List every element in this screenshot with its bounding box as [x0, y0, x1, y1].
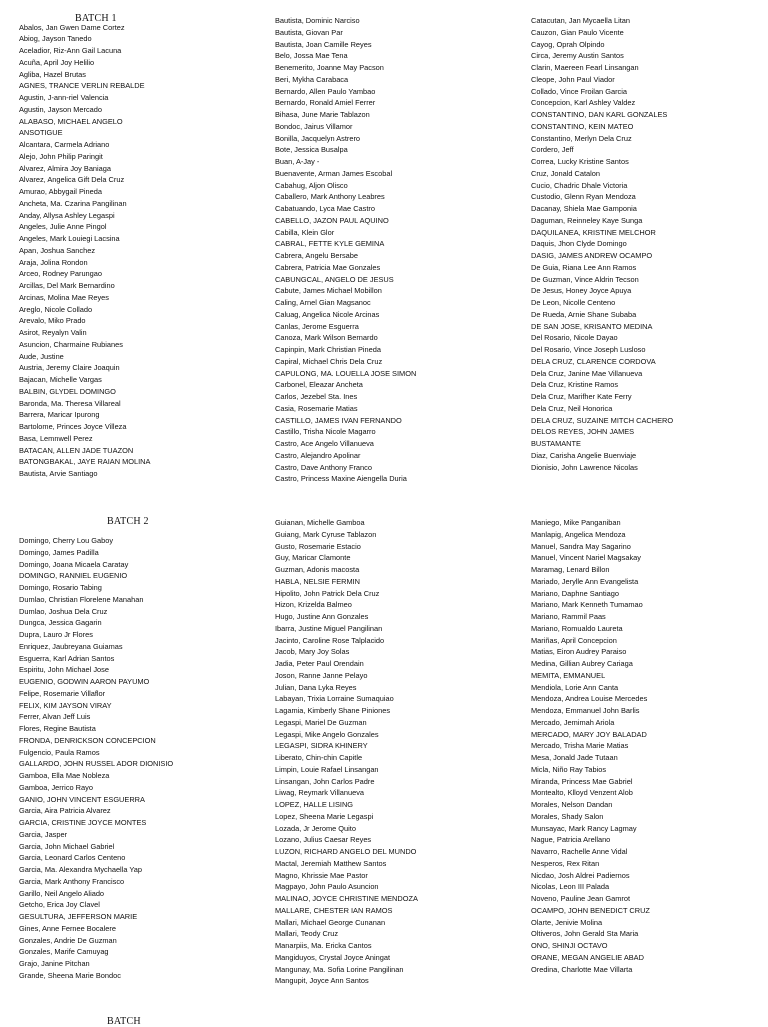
name-entry: Cabrera, Patricia Mae Gonzales: [275, 262, 381, 272]
name-entry: DELA CRUZ, CLARENCE CORDOVA: [531, 356, 656, 366]
name-entry: Liberato, Chin-chin Capitle: [275, 753, 363, 762]
name-entry: Mangunay, Ma. Sofia Lorine Pangilinan: [275, 964, 404, 974]
name-entry: Beri, Mykha Carabaca: [275, 74, 349, 84]
name-entry: Barrera, Maricar Ipurong: [19, 410, 100, 420]
name-entry: Catacutan, Jan Mycaella Litan: [531, 16, 631, 25]
name-entry: Basa, Lemnwell Perez: [19, 433, 93, 443]
name-entry: Mariano, Rammil Paas: [531, 612, 606, 621]
name-entry: BUSTAMANTE: [531, 439, 581, 448]
batch-2-column-2: [275, 517, 418, 987]
name-entry: Mariñas, April Concepcion: [531, 635, 617, 645]
name-entry: Capinpin, Mark Christian Pineda: [275, 345, 381, 354]
name-entry: Anday, Allysa Ashley Legaspi: [19, 210, 115, 220]
name-entry: Cabrera, Angelu Bersabe: [275, 251, 358, 260]
name-entry: CONSTANTINO, KEIN MATEO: [531, 121, 634, 131]
name-entry: Bautista, Arvie Santiago: [19, 469, 98, 478]
name-entry: Bautista, Joan Camille Reyes: [275, 39, 372, 49]
name-entry: Castro, Dave Anthony Franco: [275, 462, 372, 472]
name-entry: De Guzman, Vince Aldrin Tecson: [531, 274, 639, 284]
name-entry: Nague, Patricia Arellano: [531, 835, 611, 845]
name-entry: Noveno, Pauline Jean Gamrot: [531, 894, 631, 903]
name-entry: Manlapig, Angelica Mendoza: [531, 529, 626, 539]
name-entry: Gamboa, Jerrico Rayo: [19, 782, 93, 792]
name-entry: Del Rosario, Vince Joseph Lusloso: [531, 345, 646, 354]
name-entry: Caling, Arnel Gian Magsanoc: [275, 298, 371, 307]
name-entry: Mercado, Trisha Marie Matias: [531, 741, 629, 751]
name-entry: Julian, Dana Lyka Reyes: [275, 682, 357, 692]
name-entry: Dupra, Lauro Jr Flores: [19, 630, 93, 639]
name-entry: GALLARDO, JOHN RUSSEL ADOR DIONISIO: [19, 759, 174, 769]
name-entry: Maramag, Lenard Billon: [531, 565, 610, 574]
name-entry: Magno, Khrissie Mae Pastor: [275, 870, 368, 880]
name-entry: FRONDA, DENRICKSON CONCEPCION: [19, 735, 156, 745]
name-entry: Oredina, Charlotte Mae Villarta: [531, 964, 633, 974]
name-entry: Acuña, April Joy Helilio: [19, 57, 95, 67]
name-entry: Gonzales, Andrie De Guzman: [19, 935, 117, 945]
name-entry: MEMITA, EMMANUEL: [531, 670, 606, 680]
name-entry: Apan, Joshua Sanchez: [19, 245, 96, 255]
name-entry: Olarte, Jenivie Molina: [531, 917, 603, 927]
name-entry: Dacanay, Shiela Mae Gamponia: [531, 204, 637, 213]
name-entry: Lozano, Julius Caesar Reyes: [275, 835, 372, 845]
name-entry: Mesa, Jonald Jade Tutaan: [531, 753, 618, 762]
name-entry: BALBIN, GLYDEL DOMINGO: [19, 386, 116, 396]
name-entry: Lagamia, Kimberly Shane Piniones: [275, 706, 391, 715]
name-entry: Agustin, Jayson Mercado: [19, 104, 102, 114]
name-entry: CONSTANTINO, DAN KARL GONZALES: [531, 110, 668, 119]
name-entry: MERCADO, MARY JOY BALADAD: [531, 729, 647, 739]
name-entry: Arcillas, Del Mark Bernardino: [19, 281, 115, 290]
name-entry: Castro, Ace Angelo Villanueva: [275, 439, 374, 448]
name-entry: AGNES, TRANCE VERLIN REBALDE: [19, 81, 145, 91]
name-entry: CABUNGCAL, ANGELO DE JESUS: [275, 274, 394, 284]
name-entry: CASTILLO, JAMES IVAN FERNANDO: [275, 415, 402, 425]
name-entry: Garcia, Jasper: [19, 829, 68, 839]
name-entry: Angeles, Julie Anne Pingol: [19, 222, 107, 232]
name-entry: Bote, Jessica Busalpa: [275, 145, 348, 155]
name-entry: Gines, Anne Fernee Bocalere: [19, 923, 116, 933]
batch-1-column-3: [531, 15, 673, 473]
name-entry: DELA CRUZ, SUZAINE MITCH CACHERO: [531, 415, 674, 425]
name-entry: Belo, Jossa Mae Tena: [275, 51, 348, 61]
name-entry: Mariano, Daphne Santiago: [531, 588, 619, 598]
name-entry: Mendoza, Andrea Louise Mercedes: [531, 694, 648, 704]
name-entry: Flores, Regine Bautista: [19, 724, 96, 733]
name-entry: Mendiola, Lorie Ann Canta: [531, 682, 619, 692]
name-entry: ANSOTIGUE: [19, 128, 63, 138]
name-entry: Garcia, Ma. Alexandra Mychaella Yap: [19, 865, 142, 874]
name-entry: Mallari, Teody Cruz: [275, 929, 339, 939]
name-entry: Domingo, Cherry Lou Gaboy: [19, 536, 114, 545]
name-entry: Dela Cruz, Neil Honorica: [531, 403, 613, 413]
name-entry: Concepcion, Karl Ashley Valdez: [531, 98, 636, 108]
name-entry: Lopez, Sheena Marie Legaspi: [275, 811, 374, 821]
name-entry: DELOS REYES, JOHN JAMES: [531, 427, 635, 437]
name-entry: Magpayo, John Paulo Asuncion: [275, 882, 379, 892]
name-entry: Gonzales, Marife Camuyag: [19, 947, 109, 957]
batch-1-title: BATCH 1: [75, 13, 117, 24]
batch-1-column-2: [275, 15, 416, 485]
name-entry: Clarin, Maereen Fearl Linsangan: [531, 63, 639, 72]
name-entry: Mariado, Jerylle Ann Evangelista: [531, 576, 639, 586]
name-entry: Garcia, Leonard Carlos Centeno: [19, 853, 126, 863]
name-entry: MALLARE, CHESTER IAN RAMOS: [275, 905, 393, 915]
name-entry: FELIX, KIM JAYSON VIRAY: [19, 700, 112, 710]
name-entry: LEGASPI, SIDRA KHINERY: [275, 741, 368, 751]
name-entry: ALABASO, MICHAEL ANGELO: [19, 116, 123, 126]
name-entry: DE SAN JOSE, KRISANTO MEDINA: [531, 321, 653, 331]
name-entry: Mendoza, Emmanuel John Barlis: [531, 706, 640, 715]
name-entry: Gamboa, Ella Mae Nobleza: [19, 771, 110, 780]
name-entry: Carlos, Jezebel Sta. Ines: [275, 392, 358, 401]
name-entry: Alcantara, Carmela Adriano: [19, 140, 110, 149]
name-entry: Manuel, Vincent Nariel Magsakay: [531, 553, 641, 563]
name-entry: Aude, Justine: [19, 351, 64, 361]
name-entry: De Jesus, Honey Joyce Apuya: [531, 286, 632, 296]
name-entry: Daguman, Reinneley Kaye Sunga: [531, 215, 643, 225]
name-entry: Bajacan, Michelle Vargas: [19, 375, 102, 384]
name-entry: Joson, Ranne Janne Pelayo: [275, 670, 368, 680]
name-entry: Areglo, Nicole Collado: [19, 304, 93, 314]
name-entry: Ancheta, Ma. Czarina Pangilinan: [19, 198, 127, 208]
name-entry: Enriquez, Jaubreyana Guiamas: [19, 641, 123, 651]
name-entry: Benemerito, Joanne May Pacson: [275, 63, 384, 72]
name-entry: Linsangan, John Carlos Padre: [275, 776, 375, 786]
name-entry: De Leon, Nicolle Centeno: [531, 298, 616, 307]
name-entry: Carbonel, Eleazar Ancheta: [275, 380, 363, 390]
name-entry: Domingo, James Padilla: [19, 547, 99, 557]
name-entry: Manarpiis, Ma. Ericka Cantos: [275, 941, 372, 950]
name-entry: Miranda, Princess Mae Gabriel: [531, 776, 633, 786]
name-entry: Constantino, Merlyn Dela Cruz: [531, 133, 632, 143]
name-entry: Cabilla, Klein Glor: [275, 227, 335, 237]
name-entry: Bernardo, Ronald Amiel Ferrer: [275, 98, 376, 108]
name-entry: Buenavente, Arman James Escobal: [275, 168, 393, 178]
name-entry: Cleope, John Paul Viador: [531, 74, 615, 84]
name-entry: Casia, Rosemarie Matias: [275, 403, 358, 413]
name-entry: Alvarez, Angelica Gift Dela Cruz: [19, 175, 125, 185]
name-entry: Castro, Princess Maxine Aiengella Duria: [275, 474, 407, 484]
name-entry: Legaspi, Mariel De Guzman: [275, 717, 367, 727]
name-entry: Jadia, Peter Paul Orendain: [275, 659, 364, 668]
name-entry: Oltiveros, John Gerald Sta Maria: [531, 929, 639, 939]
name-entry: CABELLO, JAZON PAUL AQUINO: [275, 215, 389, 225]
name-entry: CAPULONG, MA. LOUELLA JOSE SIMON: [275, 368, 417, 378]
name-entry: Felipe, Rosemarie Villaflor: [19, 688, 106, 698]
name-entry: Dumlao, Joshua Dela Cruz: [19, 606, 108, 616]
name-entry: LUZON, RICHARD ANGELO DEL MUNDO: [275, 847, 417, 856]
name-entry: Domingo, Joana Micaela Caratay: [19, 559, 129, 569]
name-entry: EUGENIO, GODWIN AARON PAYUMO: [19, 677, 150, 686]
name-entry: DASIG, JAMES ANDREW OCAMPO: [531, 251, 653, 260]
name-entry: Circa, Jeremy Austin Santos: [531, 51, 624, 61]
name-entry: Arceo, Rodney Parungao: [19, 269, 102, 279]
name-entry: Cabute, James Michael Mobillon: [275, 286, 382, 296]
name-entry: Ferrer, Alvan Jeff Luis: [19, 712, 91, 722]
name-entry: Canoza, Mark Wilson Bernardo: [275, 333, 378, 343]
name-entry: DOMINGO, RANNIEL EUGENIO: [19, 571, 128, 581]
name-entry: Mactal, Jeremiah Matthew Santos: [275, 858, 387, 868]
name-entry: Limpin, Louie Rafael Linsangan: [275, 764, 379, 774]
name-entry: Dela Cruz, Marifher Kate Ferry: [531, 392, 632, 401]
name-entry: Manuel, Sandra May Sagarino: [531, 541, 631, 551]
batch-2-column-1: [19, 535, 173, 982]
name-entry: Cabahug, Aljon Olisco: [275, 180, 348, 190]
name-entry: Bonilla, Jacquelyn Astrero: [275, 133, 361, 143]
name-entry: Medina, Gillian Aubrey Cariaga: [531, 659, 633, 668]
name-entry: MALINAO, JOYCE CHRISTINE MENDOZA: [275, 894, 418, 903]
name-entry: Asirot, Reyalyn Valin: [19, 328, 87, 337]
name-entry: Mallari, Michael George Cunanan: [275, 917, 386, 927]
name-entry: Bihasa, June Marie Tablazon: [275, 110, 370, 119]
name-entry: Nesperos, Rex Ritan: [531, 858, 600, 868]
name-entry: Espiritu, John Michael Jose: [19, 665, 109, 675]
name-entry: Micla, Niño Ray Tabios: [531, 764, 607, 774]
name-entry: Munsayac, Mark Rancy Lagmay: [531, 823, 637, 833]
name-entry: Amurao, Abbygail Pineda: [19, 187, 102, 196]
name-entry: Canlas, Jerome Esguerra: [275, 321, 359, 331]
name-entry: Dionisio, John Lawrence Nicolas: [531, 462, 638, 472]
name-entry: CABRAL, FETTE KYLE GEMINA: [275, 239, 385, 249]
name-entry: De Rueda, Arnie Shane Subaba: [531, 309, 637, 319]
name-entry: Fulgencio, Paula Ramos: [19, 747, 100, 757]
name-entry: HABLA, NELSIE FERMIN: [275, 576, 361, 586]
name-entry: Dungca, Jessica Gagarin: [19, 618, 102, 628]
batch-2-title: BATCH 2: [107, 516, 149, 527]
name-entry: Mangiduyos, Crystal Joyce Aningat: [275, 952, 391, 962]
name-entry: Castillo, Trisha Nicole Magarro: [275, 427, 376, 437]
name-entry: Morales, Nelson Dandan: [531, 800, 613, 809]
name-entry: Mariano, Romualdo Laureta: [531, 623, 623, 633]
name-entry: Caluag, Angelica Nicole Arcinas: [275, 309, 380, 319]
name-entry: ONO, SHINJI OCTAVO: [531, 941, 608, 950]
name-entry: Navarro, Rachelle Anne Vidal: [531, 847, 628, 856]
name-entry: Dela Cruz, Kristine Ramos: [531, 380, 619, 390]
name-entry: Guzman, Adonis macosta: [275, 565, 360, 574]
name-entry: Caballero, Mark Anthony Leabres: [275, 192, 385, 202]
name-entry: Grajo, Janine Pitchan: [19, 959, 90, 968]
name-entry: Agliba, Hazel Brutas: [19, 69, 86, 79]
name-entry: Esguerra, Karl Adrian Santos: [19, 653, 115, 663]
name-entry: Bernardo, Allen Paulo Yambao: [275, 86, 376, 96]
name-entry: Arevalo, Miko Prado: [19, 316, 86, 326]
name-entry: Abiog, Jayson Tanedo: [19, 34, 92, 44]
name-entry: ORANE, MEGAN ANGELIE ABAD: [531, 952, 644, 962]
name-entry: Morales, Shady Salon: [531, 811, 604, 821]
name-entry: GARCIA, CRISTINE JOYCE MONTES: [19, 818, 147, 827]
name-entry: Garcia, Aira Patricia Alvarez: [19, 806, 111, 816]
name-entry: Capiral, Michael Chris Dela Cruz: [275, 356, 383, 366]
name-entry: Cucio, Chadric Dhale Victoria: [531, 180, 628, 190]
batch-1-column-1: [19, 22, 150, 480]
name-entry: Daquis, Jhon Clyde Domingo: [531, 239, 627, 249]
name-entry: Agustin, J-ann-riel Valencia: [19, 93, 109, 102]
name-entry: Grande, Sheena Marie Bondoc: [19, 970, 121, 980]
name-entry: Gusto, Rosemarie Estacio: [275, 541, 361, 551]
name-entry: Del Rosario, Nicole Dayao: [531, 333, 618, 343]
name-entry: Guianan, Michelle Gamboa: [275, 518, 365, 527]
name-entry: Alejo, John Philip Paringit: [19, 151, 103, 161]
name-entry: Cordero, Jeff: [531, 145, 574, 155]
name-entry: Mangupit, Joyce Ann Santos: [275, 976, 369, 986]
name-entry: Guiang, Mark Cyruse Tablazon: [275, 529, 377, 539]
name-entry: Getcho, Erica Joy Clavel: [19, 900, 100, 910]
name-entry: Cruz, Jonald Catalon: [531, 168, 601, 178]
name-entry: Angeles, Mark Louiegi Lacsina: [19, 234, 120, 243]
name-entry: Bautista, Giovan Par: [275, 27, 343, 37]
name-entry: Arcinas, Molina Mae Reyes: [19, 292, 109, 302]
name-entry: Garcia, John Michael Gabriel: [19, 841, 115, 851]
name-entry: Cauzon, Gian Paulo Vicente: [531, 27, 624, 37]
name-entry: Jacob, Mary Joy Solas: [275, 647, 350, 657]
name-entry: Hipolito, John Patrick Dela Cruz: [275, 588, 380, 598]
name-entry: Castro, Alejandro Apolinar: [275, 450, 361, 460]
name-entry: Liwag, Reymark Villanueva: [275, 788, 365, 798]
name-entry: Buan, A-Jay -: [275, 157, 320, 166]
name-entry: Legaspi, Mike Angelo Gonzales: [275, 729, 379, 739]
name-entry: Ibarra, Justine Miguel Pangilinan: [275, 623, 383, 633]
name-entry: Correa, Lucky Kristine Santos: [531, 157, 629, 166]
name-entry: Baronda, Ma. Theresa Villareal: [19, 398, 121, 408]
name-entry: Asuncion, Charmaine Rubianes: [19, 339, 123, 349]
name-entry: Garcia, Mark Anthony Francisco: [19, 876, 125, 886]
name-entry: GANIO, JOHN VINCENT ESGUERRA: [19, 794, 145, 804]
name-entry: GESULTURA, JEFFERSON MARIE: [19, 912, 138, 921]
name-entry: Dela Cruz, Janine Mae Villanueva: [531, 368, 643, 378]
name-entry: BATACAN, ALLEN JADE TUAZON: [19, 445, 134, 455]
name-entry: Domingo, Rosario Tabing: [19, 583, 102, 592]
name-entry: Araja, Jolina Rondon: [19, 257, 88, 267]
name-entry: BATONGBAKAL, JAYE RAIAN MOLINA: [19, 457, 151, 467]
name-entry: Nicolas, Leon III Palada: [531, 882, 610, 892]
name-entry: LOPEZ, HALLE LISING: [275, 800, 354, 809]
name-entry: Hizon, Krizelda Balmeo: [275, 600, 352, 610]
name-entry: Garillo, Neil Angelo Aliado: [19, 888, 105, 898]
name-entry: Bartolome, Princes Joyce Villeza: [19, 422, 127, 431]
name-entry: Aceladior, Riz-Ann Gail Lacuna: [19, 46, 122, 55]
name-entry: Dumlao, Christian Florelene Manahan: [19, 594, 144, 604]
name-entry: Alvarez, Almira Joy Baniaga: [19, 163, 112, 173]
name-entry: OCAMPO, JOHN BENEDICT CRUZ: [531, 905, 650, 915]
name-entry: Diaz, Carisha Angelie Buenviaje: [531, 450, 637, 460]
name-entry: DAQUILANEA, KRISTINE MELCHOR: [531, 227, 656, 237]
batch-2-column-3: [531, 517, 650, 975]
name-entry: Montealto, Klloyd Venzent Alob: [531, 788, 633, 798]
name-entry: Hugo, Justine Ann Gonzales: [275, 612, 369, 621]
name-entry: Bautista, Dominic Narciso: [275, 16, 360, 25]
name-entry: Guy, Maricar Clamonte: [275, 553, 351, 563]
name-entry: De Guia, Riana Lee Ann Ramos: [531, 262, 637, 272]
name-entry: Matias, Eiron Audrey Paraiso: [531, 647, 627, 657]
name-entry: Mariano, Mark Kenneth Tumamao: [531, 600, 643, 610]
name-entry: Mercado, Jemimah Ariola: [531, 717, 615, 727]
name-entry: Cayog, Oprah Olpindo: [531, 39, 605, 49]
name-entry: Abalos, Jan Gwen Dame Cortez: [19, 22, 125, 32]
name-entry: Austria, Jeremy Claire Joaquin: [19, 363, 120, 373]
name-entry: Cabatuando, Lyca Mae Castro: [275, 204, 375, 213]
name-entry: Custodio, Glenn Ryan Mendoza: [531, 192, 636, 202]
name-entry: Maniego, Mike Panganiban: [531, 518, 621, 527]
name-entry: Labayan, Trixia Lorraine Sumaquiao: [275, 694, 394, 704]
name-entry: Lozada, Jr Jerome Quito: [275, 823, 356, 833]
name-entry: Collado, Vince Froilan Garcia: [531, 86, 627, 96]
batch-3-title: BATCH: [107, 1016, 141, 1027]
name-entry: Jacinto, Caroline Rose Talplacido: [275, 635, 385, 645]
name-entry: Nicdao, Josh Aldrei Padiernos: [531, 870, 630, 880]
name-entry: Bondoc, Jairus Villamor: [275, 121, 353, 131]
